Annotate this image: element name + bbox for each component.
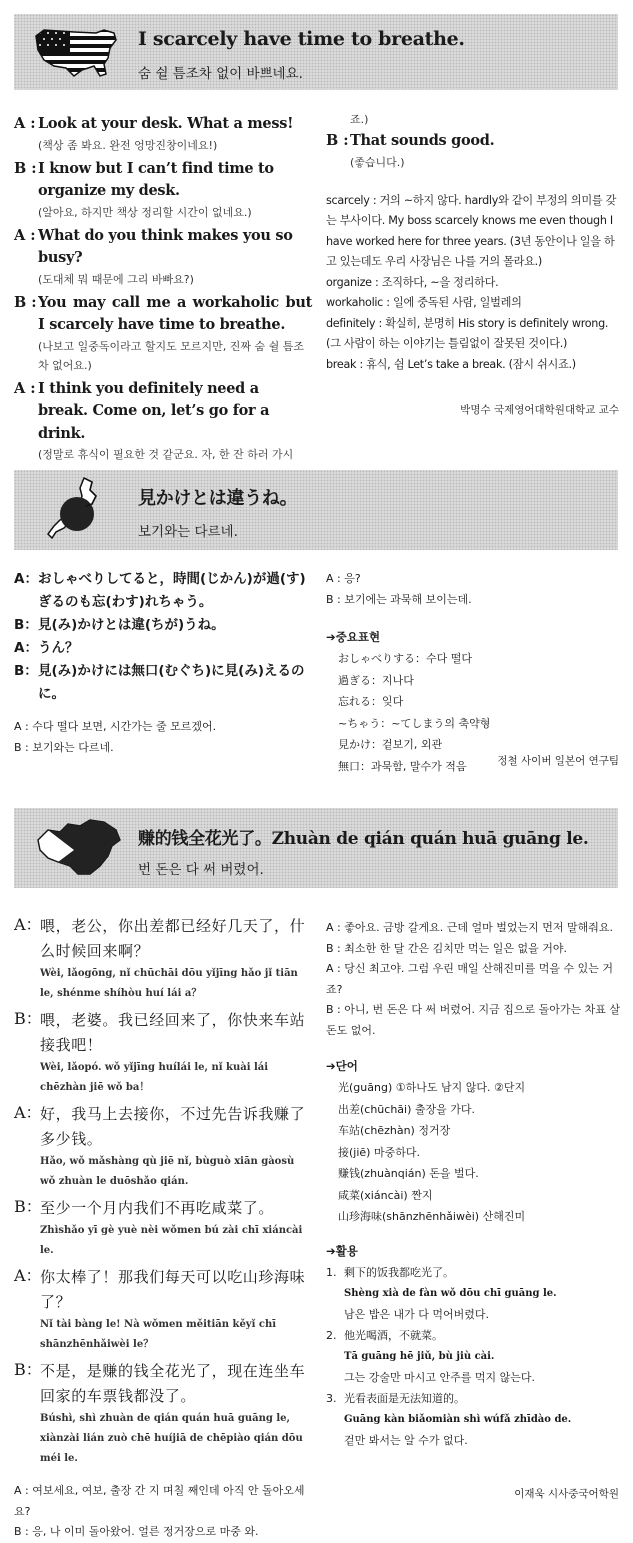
speaker-label: A： [14, 915, 42, 934]
usage-example [326, 1325, 620, 1388]
korean-translation: B : 아니, 번 돈은 다 써 버렸어. 지금 집으로 돌아가는 차표 살 돈도 없어. [326, 1003, 620, 1037]
japanese-line: おしゃべりしてると，時間(じかん)が過(す)ぎるのも忘(わす)れちゃう。 [38, 571, 306, 610]
pinyin-line: Wèi, lǎopó. wǒ yǐjīng huílái le, nǐ kuài lái chēzhàn jiē wǒ ba！ [40, 1062, 269, 1093]
author-credit: 이재욱 시사중국어학원 [514, 1488, 619, 1500]
glossary-term: definitely [326, 316, 376, 330]
speaker-label: B : [326, 132, 349, 149]
usage-korean: 겉만 봐서는 알 수가 없다. [344, 1433, 468, 1447]
section-subtitle: 숨 쉴 틈조차 없이 바쁘네요. [138, 66, 303, 82]
dialog-line [14, 568, 312, 614]
speaker-label: B : [14, 159, 37, 177]
usage-pinyin: Guāng kàn biǎomiàn shì wúfǎ zhīdào de. [344, 1413, 572, 1425]
korean-translation: (좋습니다.) [350, 155, 405, 169]
usage-number: 1. [326, 1265, 337, 1279]
dialog-line [14, 660, 312, 706]
vocab-title: ➔단어 [326, 1059, 358, 1073]
speaker-label: B： [14, 663, 38, 679]
usage-example [326, 1262, 620, 1325]
usage-chinese: 他光喝酒，不就菜。 [344, 1328, 443, 1342]
vocab-title: ➔중요표현 [326, 630, 381, 644]
vocab-item: 見かけ：겉보기, 외관 [338, 738, 443, 751]
section-title: 赚的钱全花光了。Zhuàn de qián quán huā guāng le. [138, 829, 589, 849]
dialog-line [14, 1359, 312, 1469]
dialog-line [14, 292, 312, 375]
vocab-item: 接(jiē) 마중하다. [338, 1145, 420, 1159]
vocab-item: 出差(chūchāi) 출장을 가다. [338, 1102, 476, 1116]
english-line: What do you think makes you so busy? [38, 226, 293, 266]
dialog-column-left [14, 113, 312, 467]
dialog-line [14, 1265, 312, 1355]
dialog-line [14, 1008, 312, 1098]
glossary-item [326, 191, 620, 273]
dialog-line [14, 1196, 312, 1261]
glossary-term: break [326, 357, 357, 371]
speaker-label: A： [14, 1103, 42, 1122]
usage-number: 2. [326, 1328, 337, 1342]
usage-pinyin: Shèng xià de fàn wǒ dōu chī guāng le. [344, 1287, 557, 1299]
japanese-line: 見(み)かけには無口(むぐち)に見(み)えるのに。 [38, 663, 305, 702]
dialog-line [14, 914, 312, 1004]
usage-example [326, 1388, 620, 1451]
english-line: That sounds good. [350, 132, 495, 149]
japanese-line: 見(み)かけとは違(ちが)うね。 [38, 617, 225, 633]
speaker-label: A： [14, 1266, 42, 1285]
chinese-line: 你太棒了！那我们每天可以吃山珍海味了？ [40, 1268, 306, 1311]
usage-chinese: 光看表面是无法知道的。 [344, 1391, 465, 1405]
vocab-item: 咸菜(xiáncài) 짠지 [338, 1188, 433, 1202]
pinyin-line: Nǐ tài bàng le! Nà wǒmen měitiān kěyǐ chī shānzhēnhǎiwèi le？ [40, 1319, 277, 1350]
chinese-line: 喂，老婆。我已经回来了，你快来车站接我吧！ [40, 1011, 306, 1054]
korean-translation: (알아요, 하지만 책상 정리할 시간이 없네요.) [38, 205, 252, 219]
pinyin-line: Hǎo, wǒ mǎshàng qù jiē nǐ, bùguò xiān gàosù wǒ zhuàn le duōshǎo qián. [40, 1156, 295, 1187]
dialog-column-right [326, 568, 620, 777]
speaker-label: B： [14, 1197, 42, 1216]
japanese-line: うん？ [38, 640, 79, 656]
korean-translation: (정말로 휴식이 필요한 것 같군요. 자, 한 잔 하러 가시 [38, 448, 294, 461]
english-line: Look at your desk. What a mess! [38, 115, 294, 132]
speaker-label: B : [14, 293, 37, 311]
chinese-line: 喂，老公，你出差都已经好几天了，什么时候回来啊？ [40, 917, 306, 960]
vocab-item: おしゃべりする：수다 떨다 [338, 652, 472, 665]
author-credit: 박명수 국제영어대학원대학교 교수 [460, 404, 619, 416]
glossary-item [326, 293, 620, 314]
speaker-label: A： [14, 571, 38, 587]
glossary-definition: : 거의 ~하지 않다. hardly와 같이 부정의 의미를 갖는 부사이다. My boss scarcely knows me even though I have worked here for three years. (3년 동안이나 일을 하고 있는데도 우리 사장님은 나를 거의 몰라요.) [326, 193, 617, 268]
section-subtitle: 번 돈은 다 써 버렸어. [138, 862, 264, 878]
glossary-definition: : 확실히, 분명히 His story is definitely wrong. (그 사람이 하는 이야기는 틀림없이 잘못된 것이다.) [326, 316, 609, 350]
dialog-column-right [326, 110, 620, 375]
glossary-definition: : 휴식, 쉼 Let’s take a break. (잠시 쉬시죠.) [356, 357, 576, 371]
chinese-line: 至少一个月内我们不再吃咸菜了。 [40, 1199, 275, 1217]
korean-translation: A : 수다 떨다 보면, 시간가는 줄 모르겠어. [14, 720, 217, 733]
glossary-item [326, 355, 620, 376]
speaker-label: B： [14, 1360, 42, 1379]
korean-translation-cont: 죠.) [350, 113, 369, 126]
chinese-line: 好，我马上去接你，不过先告诉我赚了多少钱。 [40, 1105, 306, 1148]
dialog-line [14, 225, 312, 289]
author-credit: 정철 사이버 일본어 연구팀 [497, 755, 619, 767]
korean-translation: A : 여보세요, 여보, 출장 간 지 며칠 째인데 아직 안 돌아오세요? [14, 1484, 305, 1518]
speaker-label: B： [14, 617, 38, 633]
glossary [326, 191, 620, 376]
speaker-label: A : [14, 115, 36, 132]
section-header-chinese [14, 808, 618, 888]
glossary-term: workaholic [326, 296, 384, 309]
speaker-label: B： [14, 1009, 42, 1028]
korean-translation: (책상 좀 봐요. 완전 엉망진창이네요!) [38, 138, 218, 152]
vocab-item: 赚钱(zhuànqián) 돈을 벌다. [338, 1167, 479, 1180]
speaker-label: A : [14, 379, 36, 397]
chinese-line: 不是，是赚的钱全花光了，现在连坐车回家的车票钱都没了。 [40, 1362, 306, 1405]
vocab-item: ~ちゃう：~てしまう의 축약형 [338, 716, 491, 730]
japan-map-flag-icon [44, 476, 114, 546]
usage-number: 3. [326, 1391, 337, 1405]
dialog-column-left [14, 914, 312, 1543]
korean-translation: B : 보기와는 다르네. [14, 741, 114, 754]
glossary-term: organize [326, 275, 372, 289]
korean-translation: B : 응, 나 이미 돌아왔어. 얼른 정거장으로 마중 와. [14, 1525, 259, 1538]
vocab-item: 山珍海味(shānzhēnhǎiwèi) 산해진미 [338, 1210, 526, 1223]
vocab-item: 忘れる：잊다 [338, 695, 404, 708]
usa-flag-map-icon [34, 28, 118, 78]
english-line: I know but I can’t find time to organize my desk. [38, 159, 274, 199]
section-header-english [14, 14, 618, 90]
korean-translation: A : 응? [326, 572, 361, 585]
glossary-term: scarcely [326, 193, 370, 207]
speaker-label: A： [14, 640, 38, 656]
dialog-line [14, 378, 312, 465]
usage-chinese: 剩下的饭我都吃光了。 [344, 1265, 454, 1279]
usage-korean: 남은 밥은 내가 다 먹어버렸다. [344, 1307, 489, 1321]
glossary-definition: : 일에 중독된 사람, 일벌레의 [383, 296, 522, 309]
usage-pinyin: Tā guāng hē jiǔ, bù jiù cài. [344, 1350, 495, 1362]
pinyin-line: Zhìshǎo yī gè yuè nèi wǒmen bú zài chī xiáncài le. [40, 1225, 303, 1256]
speaker-label: A : [14, 226, 36, 244]
korean-translation: A : 당신 최고야. 그럼 우린 매일 산해진미를 먹을 수 있는 거죠? [326, 962, 613, 996]
pinyin-line: Wèi, lǎogōng, nǐ chūchāi dōu yǐjīng hǎo jǐ tiān le, shénme shíhòu huí lái a？ [40, 968, 298, 999]
vocab-item: 光(guāng) ①하나도 남지 않다. ②단지 [338, 1081, 526, 1094]
dialog-line [14, 158, 312, 222]
dialog-line [14, 1102, 312, 1192]
dialog-line [14, 637, 312, 660]
vocab-item: 過ぎる：지나다 [338, 673, 414, 687]
vocab-item: 無口：과묵함, 말수가 적음 [338, 759, 467, 773]
vocab-item: 车站(chēzhàn) 정거장 [338, 1124, 451, 1137]
korean-translation: (도대체 뭐 때문에 그리 바빠요?) [38, 272, 194, 286]
english-line: You may call me a workaholic but I scarcely have time to breathe. [38, 293, 312, 333]
glossary-item [326, 273, 620, 294]
korean-translation: (나보고 일중독이라고 할지도 모르지만, 진짜 숨 쉴 틈조차 없어요.) [38, 339, 305, 372]
usage-title: ➔활용 [326, 1243, 358, 1258]
section-subtitle: 보기와는 다르네. [138, 524, 238, 540]
korean-translation: B : 최소한 한 달 간은 김치만 먹는 일은 없을 거야. [326, 941, 567, 955]
dialog-line [14, 614, 312, 637]
section-title: I scarcely have time to breathe. [138, 28, 465, 50]
korean-translation: B : 보기에는 과묵해 보이는데. [326, 593, 472, 606]
dialog-column-left [14, 568, 312, 758]
dialog-line [14, 113, 312, 155]
glossary-definition: : 조직하다, ~을 정리하다. [371, 275, 499, 289]
glossary-item [326, 314, 620, 355]
dialog-column-right [326, 918, 620, 1451]
section-header-japanese [14, 470, 618, 550]
english-line: I think you definitely need a break. Come on, let’s go for a drink. [38, 379, 270, 442]
korean-translation: A : 좋아요. 금방 갈게요. 근데 얼마 벌었는지 먼저 말해줘요. [326, 921, 613, 934]
china-map-flag-icon [34, 816, 124, 880]
pinyin-line: Búshì, shì zhuàn de qián quán huā guāng le, xiànzài lián zuò chē huíjiā de chēpiào qián dōu méi le. [40, 1413, 303, 1464]
usage-korean: 그는 강술만 마시고 안주를 먹지 않는다. [344, 1370, 535, 1384]
section-title: 見かけとは違うね。 [138, 488, 298, 509]
